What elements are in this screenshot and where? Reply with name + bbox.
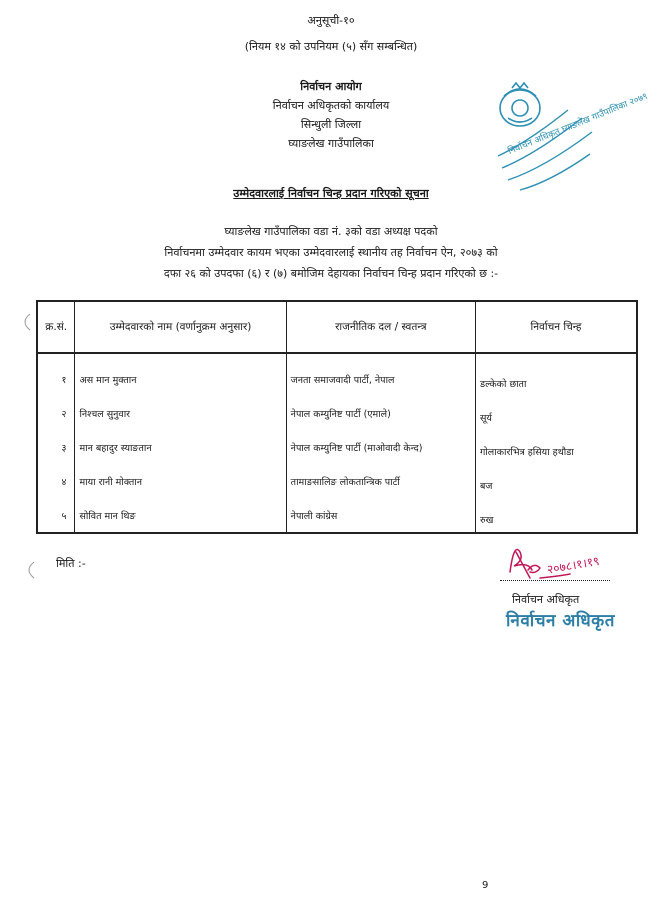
official-stamp bbox=[490, 78, 650, 196]
cell-serial: २ bbox=[37, 396, 75, 430]
cell-party: नेपाल कम्युनिष्ट पार्टी (माओवादी केन्द) bbox=[286, 430, 475, 464]
notice-body-line-1: घ्याङलेख गाउँपालिका वडा नं. ३को वडा अध्यक्ष पदको bbox=[224, 225, 438, 238]
binder-hole-mark bbox=[18, 312, 32, 332]
header-candidate-name: उम्मेदवारको नाम (वर्णानुक्रम अनुसार) bbox=[75, 301, 286, 353]
cell-symbol bbox=[476, 396, 638, 430]
officer-title: निर्वाचन अधिकृत bbox=[512, 593, 580, 606]
date-label: मिति :- bbox=[56, 557, 86, 570]
page-number: 9 bbox=[482, 880, 489, 891]
table-row bbox=[37, 396, 637, 430]
notice-title: उम्मेदवारलाई निर्वाचन चिन्ह प्रदान गरिएको सूचना bbox=[233, 187, 429, 200]
notice-body-line-3: दफा २६ को उपदफा (६) र (७) बमोजिम देहायका निर्वाचन चिन्ह प्रदान गरिएको छ :- bbox=[163, 267, 499, 280]
cell-party: नेपाली कांग्रेस bbox=[286, 498, 475, 533]
header-serial: क्र.सं. bbox=[37, 301, 75, 353]
symbol-text: सूर्य bbox=[480, 412, 492, 424]
symbol-text: बज bbox=[480, 480, 493, 492]
rule-reference: (नियम १४ को उपनियम (५) सँग सम्बन्धित) bbox=[244, 40, 418, 53]
office-name: निर्वाचन अधिकृतको कार्यालय bbox=[272, 99, 390, 112]
cell-party: नेपाल कम्युनिष्ट पार्टी (एमाले) bbox=[286, 396, 475, 430]
cell-serial: १ bbox=[37, 353, 75, 396]
cell-serial: ५ bbox=[37, 498, 75, 533]
district-name: सिन्धुली जिल्ला bbox=[300, 118, 362, 131]
cell-name: अस मान मुक्तान bbox=[75, 353, 286, 396]
symbol-text: डल्केको छाता bbox=[480, 378, 527, 390]
stamp-text: निर्वाचन अधिकृत घ्याङलेख गाउँपालिका २०७९ bbox=[506, 91, 650, 157]
table-row bbox=[37, 430, 637, 464]
schedule-title: अनुसूची-१० bbox=[307, 14, 355, 27]
commission-name: निर्वाचन आयोग bbox=[300, 80, 362, 93]
cell-party: तामाङसालिङ लोकतान्त्रिक पार्टी bbox=[286, 464, 475, 498]
cell-name: मान बहादुर स्याङतान bbox=[75, 430, 286, 464]
cell-name: माया रानी मोक्तान bbox=[75, 464, 286, 498]
cell-name: निश्चल सुनुवार bbox=[75, 396, 286, 430]
municipality-name: घ्याङलेख गाउँपालिका bbox=[288, 137, 374, 150]
cell-serial: ३ bbox=[37, 430, 75, 464]
header-election-symbol: निर्वाचन चिन्ह bbox=[476, 301, 638, 353]
symbol-text: गोलाकारभित्र हसिया हथौडा bbox=[480, 446, 574, 458]
signature-date: २०७८।१।१९ bbox=[545, 553, 601, 577]
cell-symbol bbox=[476, 464, 638, 498]
cell-name: सोवित मान थिङ bbox=[75, 498, 286, 533]
symbol-text: रुख bbox=[480, 514, 494, 526]
table-row bbox=[37, 353, 637, 396]
officer-stamp: निर्वाचन अधिकृत bbox=[506, 611, 615, 631]
cell-serial: ४ bbox=[37, 464, 75, 498]
binder-hole-mark bbox=[22, 560, 36, 580]
signature-line bbox=[500, 580, 610, 581]
table-row bbox=[37, 464, 637, 498]
signature bbox=[500, 530, 620, 590]
cell-party: जनता समाजवादी पार्टी, नेपाल bbox=[286, 353, 475, 396]
candidate-table bbox=[36, 300, 638, 534]
table-row bbox=[37, 498, 637, 533]
cell-symbol bbox=[476, 353, 638, 396]
header-party: राजनीतिक दल / स्वतन्त्र bbox=[286, 301, 475, 353]
notice-body-line-2: निर्वाचनमा उम्मेदवार कायम भएका उम्मेदवारलाई स्थानीय तह निर्वाचन ऐन, २०७३ को bbox=[164, 246, 498, 259]
table-header-row bbox=[37, 301, 637, 353]
cell-symbol bbox=[476, 498, 638, 533]
cell-symbol bbox=[476, 430, 638, 464]
